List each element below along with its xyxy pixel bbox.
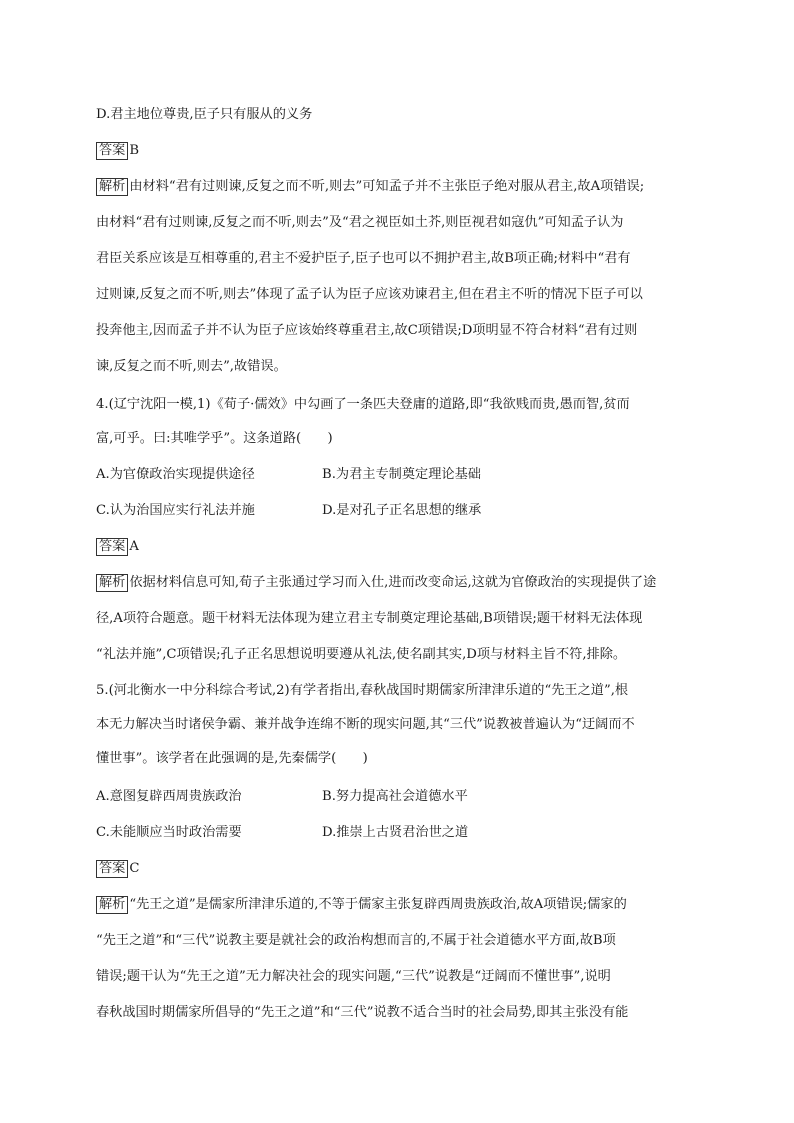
q5-analysis-line: “先王之道”和“三代”说教主要是就社会的政治构想而言的,不属于社会道德水平方面,故B项 <box>96 933 616 948</box>
q3-option-d: D.君主地位尊贵,臣子只有服从的义务 <box>96 107 313 122</box>
q3-analysis-line <box>96 178 706 196</box>
q3-analysis-line: 谏,反复之而不听,则去”,故错误。 <box>96 359 287 374</box>
q4-analysis-line: “礼法并施”,C项错误;孔子正名思想说明要遵从礼法,使名副其实,D项与材料主旨不符,排除。 <box>96 647 627 662</box>
analysis-text: 依据材料信息可知,荀子主张通过学习而入仕,进而改变命运,这就为官僚政治的实现提供了途 <box>129 575 657 590</box>
q5-option-a: A.意图复辟西周贵族政治 <box>96 789 242 804</box>
q5-stem-line: 5.(河北衡水一中分科综合考试,2)有学者指出,春秋战国时期儒家所津津乐道的“先王之道”,根 <box>96 683 629 698</box>
q3-analysis-line: 过则谏,反复之而不听,则去”体现了孟子认为臣子应该劝谏君主,但在君主不听的情况下臣子可以 <box>96 287 643 302</box>
analysis-label: 解析 <box>96 574 128 592</box>
q3-analysis-line: 由材料“君有过则谏,反复之而不听,则去”及“君之视臣如土芥,则臣视君如寇仇”可知孟子认为 <box>96 215 624 230</box>
q4-option-c: C.认为治国应实行礼法并施 <box>96 503 255 518</box>
q3-answer <box>96 142 706 160</box>
q5-option-b: B.努力提高社会道德水平 <box>322 789 468 804</box>
q3-analysis-line: 君臣关系应该是互相尊重的,君主不爱护臣子,臣子也可以不拥护君主,故B项正确;材料中“君有 <box>96 251 631 266</box>
answer-value: A <box>129 539 139 554</box>
q4-option-b: B.为君主专制奠定理论基础 <box>322 467 481 482</box>
q4-stem-line: 4.(辽宁沈阳一模,1)《荀子·儒效》中勾画了一条匹夫登庸的道路,即“我欲贱而贵,愚而智,贫而 <box>96 397 630 412</box>
q5-analysis-line: 春秋战国时期儒家所倡导的“先王之道”和“三代”说教不适合当时的社会局势,即其主张没有能 <box>96 1005 629 1020</box>
q5-stem-line: 本无力解决当时诸侯争霸、兼并战争连绵不断的现实问题,其“三代”说教被普遍认为“迂阔而不 <box>96 717 635 732</box>
analysis-label: 解析 <box>96 178 128 196</box>
answer-label: 答案 <box>96 860 128 878</box>
q5-option-d: D.推崇上古贤君治世之道 <box>322 825 469 840</box>
q5-answer <box>96 860 706 878</box>
q5-analysis-line: 错误;题干认为“先王之道”无力解决社会的现实问题,“三代”说教是“迂阔而不懂世事”,说明 <box>96 969 611 984</box>
analysis-text: “先王之道”是儒家所津津乐道的,不等于儒家主张复辟西周贵族政治,故A项错误;儒家的 <box>129 897 627 912</box>
analysis-text: 由材料“君有过则谏,反复之而不听,则去”可知孟子并不主张臣子绝对服从君主,故A项错误; <box>129 179 645 194</box>
q4-analysis-line: 径,A项符合题意。题干材料无法体现为建立君主专制奠定理论基础,B项错误;题干材料无法体现 <box>96 611 643 626</box>
q3-analysis-line: 投奔他主,因而孟子并不认为臣子应该始终尊重君主,故C项错误;D项明显不符合材料“君有过则 <box>96 323 638 338</box>
q4-option-d: D.是对孔子正名思想的继承 <box>322 503 482 518</box>
q4-option-a: A.为官僚政治实现提供途径 <box>96 467 255 482</box>
q4-stem-line: 富,可乎。曰:其唯学乎”。这条道路( ) <box>96 431 333 446</box>
q4-analysis-line <box>96 574 706 592</box>
analysis-label: 解析 <box>96 896 128 914</box>
answer-value: C <box>129 861 140 876</box>
answer-value: B <box>129 143 140 158</box>
q5-analysis-line <box>96 896 706 914</box>
q4-answer <box>96 538 706 556</box>
answer-label: 答案 <box>96 538 128 556</box>
q5-option-c: C.未能顺应当时政治需要 <box>96 825 242 840</box>
q5-stem-line: 懂世事”。该学者在此强调的是,先秦儒学( ) <box>96 751 368 766</box>
answer-label: 答案 <box>96 142 128 160</box>
